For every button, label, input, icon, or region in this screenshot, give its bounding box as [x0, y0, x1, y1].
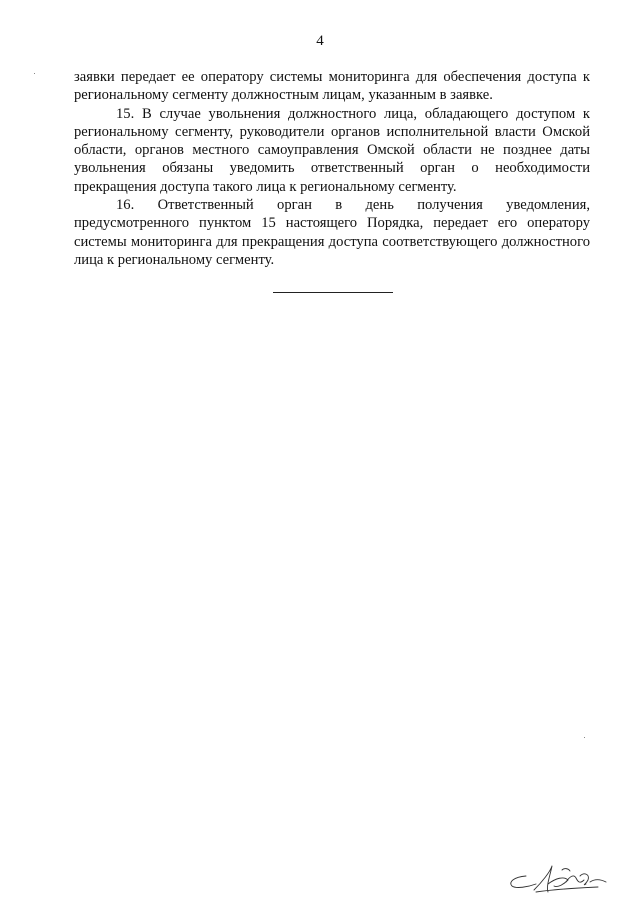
- scan-speck: [584, 737, 585, 738]
- end-of-text-separator: [273, 292, 393, 293]
- handwritten-signature-icon: [506, 862, 614, 898]
- page-number: 4: [316, 33, 324, 49]
- document-body: [74, 68, 590, 269]
- scan-speck: [34, 73, 35, 74]
- paragraph-item-15: 15. В случае увольнения должностного лица, обладающего доступом к региональному сегменту, руководители органов исполнительной власти Омской области, органов местного самоуправления Омской области не позднее даты увольнения обязаны уведомить ответственный орган о необходимости прекращения доступа такого лица к региональному сегменту.: [74, 105, 590, 195]
- paragraph-continuation: заявки передает ее оператору системы мониторинга для обеспечения доступа к региональному сегменту должностным лицам, указанным в заявке.: [74, 69, 590, 104]
- paragraph-item-16: 16. Ответственный орган в день получения уведомления, предусмотренного пунктом 15 настоящего Порядка, передает его оператору системы мониторинга для прекращения доступа соответствующего должностного лица к региональному сегменту.: [74, 197, 590, 268]
